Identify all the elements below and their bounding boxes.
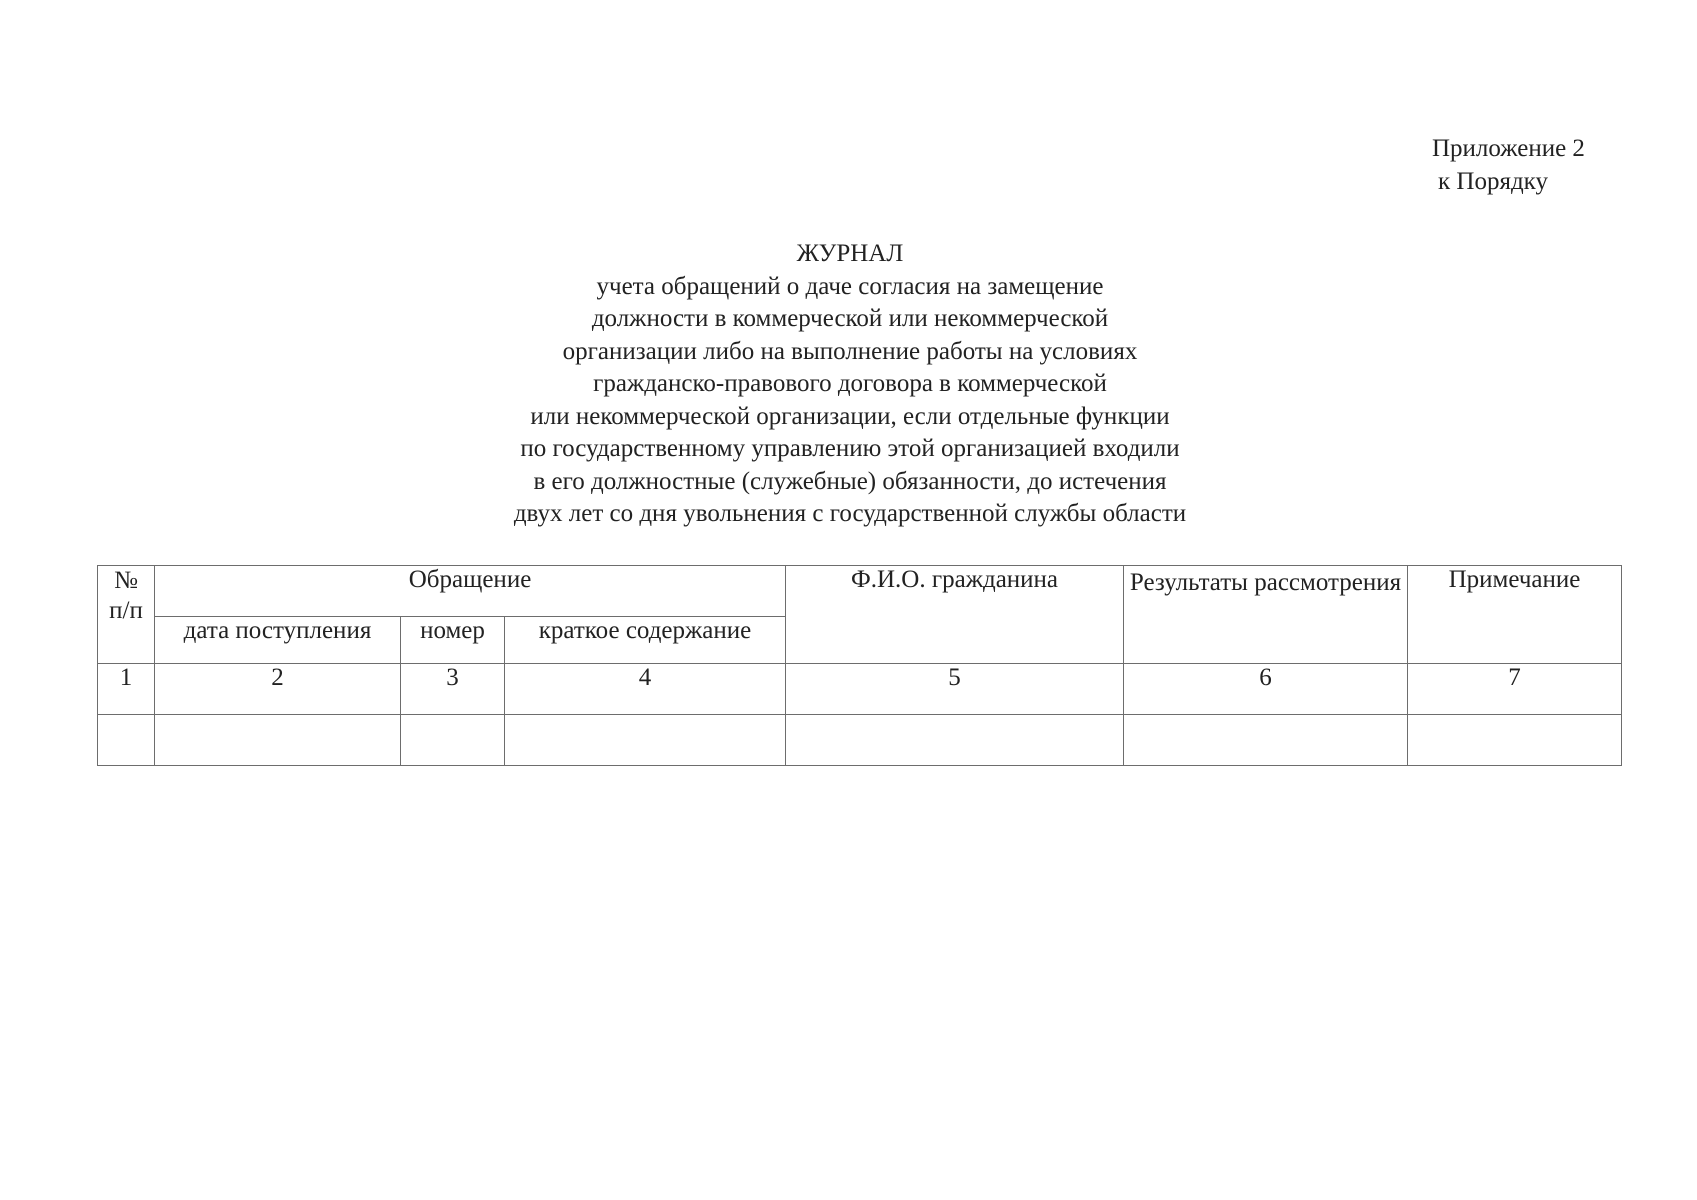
column-number: 1 xyxy=(98,664,155,715)
column-number-row xyxy=(98,664,1622,715)
header-number-symbol: № xyxy=(114,567,138,594)
appendix-line-2: к Порядку xyxy=(1438,168,1548,195)
appendix-line-1: Приложение 2 xyxy=(1432,135,1585,162)
header-appeal: Обращение xyxy=(155,566,786,617)
empty-cell xyxy=(1124,715,1408,766)
appendix-note xyxy=(1432,132,1585,198)
empty-cell xyxy=(401,715,505,766)
title-line: учета обращений о даче согласия на замещение xyxy=(596,272,1104,300)
header-note: Примечание xyxy=(1408,566,1622,664)
empty-cell xyxy=(505,715,786,766)
empty-cell xyxy=(98,715,155,766)
column-number: 3 xyxy=(401,664,505,715)
column-number: 7 xyxy=(1408,664,1622,715)
title-line: двух лет со дня увольнения с государственной службы области xyxy=(513,500,1187,527)
title-line: должности в коммерческой или некоммерческой xyxy=(591,305,1109,332)
journal-title xyxy=(380,238,1320,531)
column-number: 6 xyxy=(1124,664,1408,715)
header-number xyxy=(98,566,155,664)
title-line: гражданско-правового договора в коммерческой xyxy=(593,370,1107,397)
header-results: Результаты рассмотрения xyxy=(1124,566,1408,664)
empty-cell xyxy=(786,715,1124,766)
column-number: 4 xyxy=(505,664,786,715)
header-fio: Ф.И.О. гражданина xyxy=(786,566,1124,664)
journal-table xyxy=(97,565,1622,766)
column-number: 2 xyxy=(155,664,401,715)
empty-cell xyxy=(1408,715,1622,766)
header-number-abbr: п/п xyxy=(109,597,143,624)
title-line: организации либо на выполнение работы на условиях xyxy=(562,337,1138,365)
title-line: по государственному управлению этой организацией входили xyxy=(520,435,1180,462)
empty-cell xyxy=(155,715,401,766)
journal-heading: ЖУРНАЛ xyxy=(796,240,904,267)
header-date: дата поступления xyxy=(155,617,401,664)
title-line: или некоммерческой организации, если отдельные функции xyxy=(530,402,1170,430)
title-line: в его должностные (служебные) обязанности, до истечения xyxy=(533,467,1167,495)
empty-row xyxy=(98,715,1622,766)
header-appeal-number: номер xyxy=(401,617,505,664)
header-summary: краткое содержание xyxy=(505,617,786,664)
column-number: 5 xyxy=(786,664,1124,715)
